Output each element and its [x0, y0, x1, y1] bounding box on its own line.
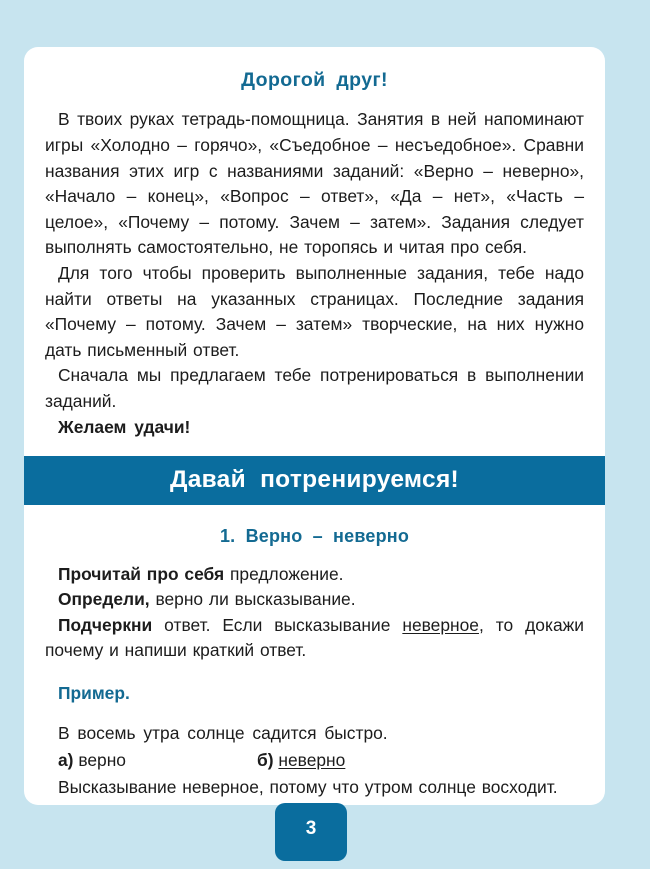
- section-banner-label: Давай потренируемся!: [169, 466, 460, 494]
- instruction-underline-rest-before: ответ. Если высказывание: [152, 614, 403, 635]
- instruction-read-lead: Прочитай про себя: [58, 563, 225, 584]
- section-banner: [24, 456, 605, 505]
- example-label: Пример.: [58, 683, 130, 704]
- intro-section: [24, 69, 605, 440]
- good-luck-line: Желаем удачи!: [58, 416, 191, 437]
- answer-option-a-text: верно: [78, 749, 126, 770]
- page-sheet: [24, 47, 605, 805]
- intro-paragraph-2: Для того чтобы проверить выполненные задания, тебе надо найти ответы на указанных страницах. Последние задания «Почему – потому. Зачем – затем» творческие, на них нужно дать письменный ответ.: [45, 262, 584, 360]
- answer-option-b[interactable]: [257, 748, 345, 774]
- example-explanation: Высказывание неверное, потому что утром солнце восходит.: [58, 777, 558, 798]
- exercise-title: 1. Верно – неверно: [219, 526, 410, 547]
- intro-paragraph-3: Сначала мы предлагаем тебе потренироваться в выполнении заданий.: [45, 365, 584, 411]
- instruction-underline: [45, 613, 584, 664]
- instruction-underline-lead: Подчеркни: [58, 614, 153, 635]
- page-title: Дорогой друг!: [241, 69, 388, 91]
- instruction-determine: [45, 587, 584, 613]
- page-number-tab: [275, 803, 347, 861]
- example-sentence: В восемь утра солнце садится быстро.: [58, 722, 388, 743]
- instruction-determine-rest: верно ли высказывание.: [149, 589, 356, 610]
- page-number: 3: [305, 818, 317, 839]
- instruction-underline-emphasis: неверное: [402, 614, 479, 635]
- answer-choices: [45, 748, 584, 774]
- exercise-section: [24, 526, 605, 801]
- instruction-read-rest: предложение.: [224, 563, 344, 584]
- answer-option-b-letter: б): [257, 749, 274, 770]
- answer-option-a[interactable]: [58, 750, 126, 770]
- intro-paragraph-1: В твоих руках тетрадь-помощница. Занятия в ней напоминают игры «Холодно – горячо», «Съедобное – несъедобное». Сравни названия этих игр с названиями заданий: «Верно – неверно», «Начало – конец», «Вопрос – ответ», «Да – нет», «Часть – целое», «Почему – потому. Зачем – затем». Задания следует выполнять самостоятельно, не торопясь и читая про себя.: [45, 109, 584, 258]
- answer-option-b-text: неверно: [278, 749, 346, 770]
- instruction-underline-rest-after: , то докажи почему и напиши краткий ответ.: [45, 614, 584, 661]
- answer-option-a-letter: а): [58, 749, 74, 770]
- instruction-determine-lead: Определи,: [58, 589, 150, 610]
- instruction-read: [45, 562, 584, 588]
